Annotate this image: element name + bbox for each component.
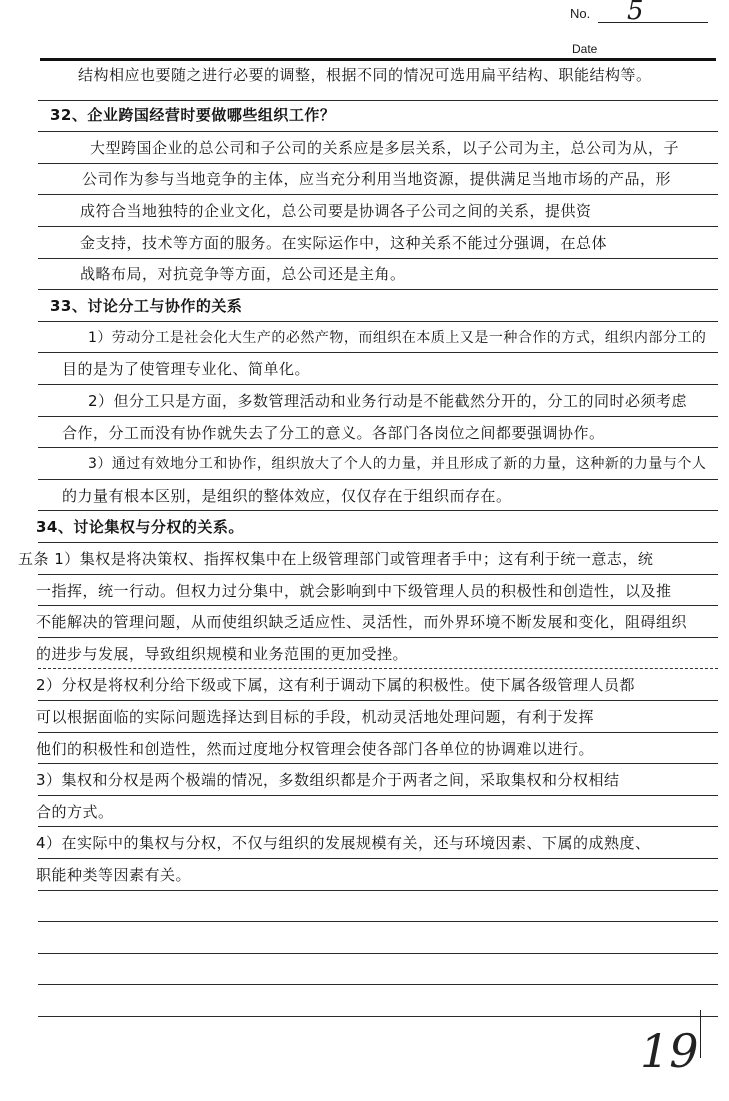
text-line: 大型跨国企业的总公司和子公司的关系应是多层关系，以子公司为主，总公司为从，子	[90, 139, 680, 157]
header-no-value: 5	[627, 0, 644, 26]
header-no-label: No.	[570, 6, 591, 21]
text-line: 一指挥，统一行动。但权力过分集中，就会影响到中下级管理人员的积极性和创造性，以及推	[36, 582, 672, 600]
ruled-line	[38, 194, 718, 195]
text-line: 合作，分工而没有协作就失去了分工的意义。各部门各岗位之间都要强调协作。	[62, 424, 605, 442]
ruled-line	[38, 258, 718, 259]
header-date-label: Date	[572, 42, 598, 56]
ruled-line	[38, 131, 718, 132]
ruled-line	[38, 226, 718, 227]
text-line: 合的方式。	[36, 803, 114, 821]
ruled-line	[38, 447, 718, 448]
text-line: 结构相应也要随之进行必要的调整，根据不同的情况可选用扁平结构、职能结构等。	[78, 66, 652, 84]
ruled-line	[38, 890, 718, 891]
ruled-line	[38, 668, 718, 669]
text-line: 战略布局，对抗竞争等方面，总公司还是主角。	[80, 265, 406, 283]
ruled-line	[38, 574, 718, 575]
ruled-line	[38, 352, 718, 353]
text-line: 的力量有根本区别，是组织的整体效应，仅仅存在于组织而存在。	[62, 487, 512, 505]
ruled-line	[38, 984, 718, 985]
text-line: 2）分权是将权利分给下级或下属，这有利于调动下属的积极性。使下属各级管理人员都	[36, 676, 636, 694]
ruled-line	[38, 858, 718, 859]
text-line: 3）集权和分权是两个极端的情况，多数组织都是介于两者之间，采取集权和分权相结	[36, 771, 620, 789]
text-line: 他们的积极性和创造性，然而过度地分权管理会使各部门各单位的协调难以进行。	[36, 740, 595, 758]
margin-mark	[700, 1010, 701, 1058]
no-underline	[598, 22, 708, 23]
text-line: 可以根据面临的实际问题选择达到目标的手段，机动灵活地处理问题，有利于发挥	[36, 708, 595, 726]
text-line: 不能解决的管理问题，从而使组织缺乏适应性、灵活性，而外界环境不断发展和变化，阻碍组织	[36, 613, 688, 631]
ruled-line	[38, 416, 718, 417]
page-number: 19	[640, 1024, 699, 1078]
ruled-line	[38, 100, 718, 101]
text-line: 4）在实际中的集权与分权，不仅与组织的发展规模有关，还与环境因素、下属的成熟度、	[36, 834, 651, 852]
text-line: 金支持，技术等方面的服务。在实际运作中，这种关系不能过分强调，在总体	[80, 234, 608, 252]
ruled-line	[38, 605, 718, 606]
ruled-line	[38, 921, 718, 922]
ruled-line	[38, 795, 718, 796]
ruled-line	[38, 826, 718, 827]
ruled-line	[38, 700, 718, 701]
ruled-line	[38, 763, 718, 764]
ruled-line	[38, 510, 718, 511]
ruled-line	[38, 321, 718, 322]
text-line: 成符合当地独特的企业文化，总公司要是协调各子公司之间的关系，提供资	[80, 202, 592, 220]
question-heading: 32、企业跨国经营时要做哪些组织工作？	[50, 106, 336, 124]
ruled-line	[38, 289, 718, 290]
text-line: 职能种类等因素有关。	[36, 866, 192, 884]
text-line: 2）但分工只是方面，多数管理活动和业务行动是不能截然分开的，分工的同时必须考虑	[88, 392, 688, 410]
ruled-line	[38, 1016, 718, 1017]
text-line: 3）通过有效地分工和协作，组织放大了个人的力量，并且形成了新的力量，这种新的力量与个人	[88, 456, 707, 472]
header-rule	[40, 58, 716, 61]
text-line: 的进步与发展，导致组织规模和业务范围的更加受挫。	[36, 645, 409, 663]
question-heading: 34、讨论集权与分权的关系。	[36, 518, 244, 536]
text-line: 1）劳动分工是社会化大生产的必然产物，而组织在本质上又是一种合作的方式，组织内部分工的	[88, 330, 707, 346]
ruled-line	[38, 163, 718, 164]
ruled-line	[38, 637, 718, 638]
ruled-line	[38, 384, 718, 385]
question-heading: 33、讨论分工与协作的关系	[50, 297, 243, 315]
ruled-line	[38, 479, 718, 480]
text-line: 目的是为了使管理专业化、简单化。	[62, 360, 311, 378]
ruled-line	[38, 542, 718, 543]
ruled-line	[38, 953, 718, 954]
text-line: 公司作为参与当地竞争的主体，应当充分利用当地资源，提供满足当地市场的产品，形	[82, 170, 672, 188]
text-line: 五条 1）集权是将决策权、指挥权集中在上级管理部门或管理者手中；这有利于统一意志，统	[18, 550, 654, 568]
ruled-line	[38, 732, 718, 733]
